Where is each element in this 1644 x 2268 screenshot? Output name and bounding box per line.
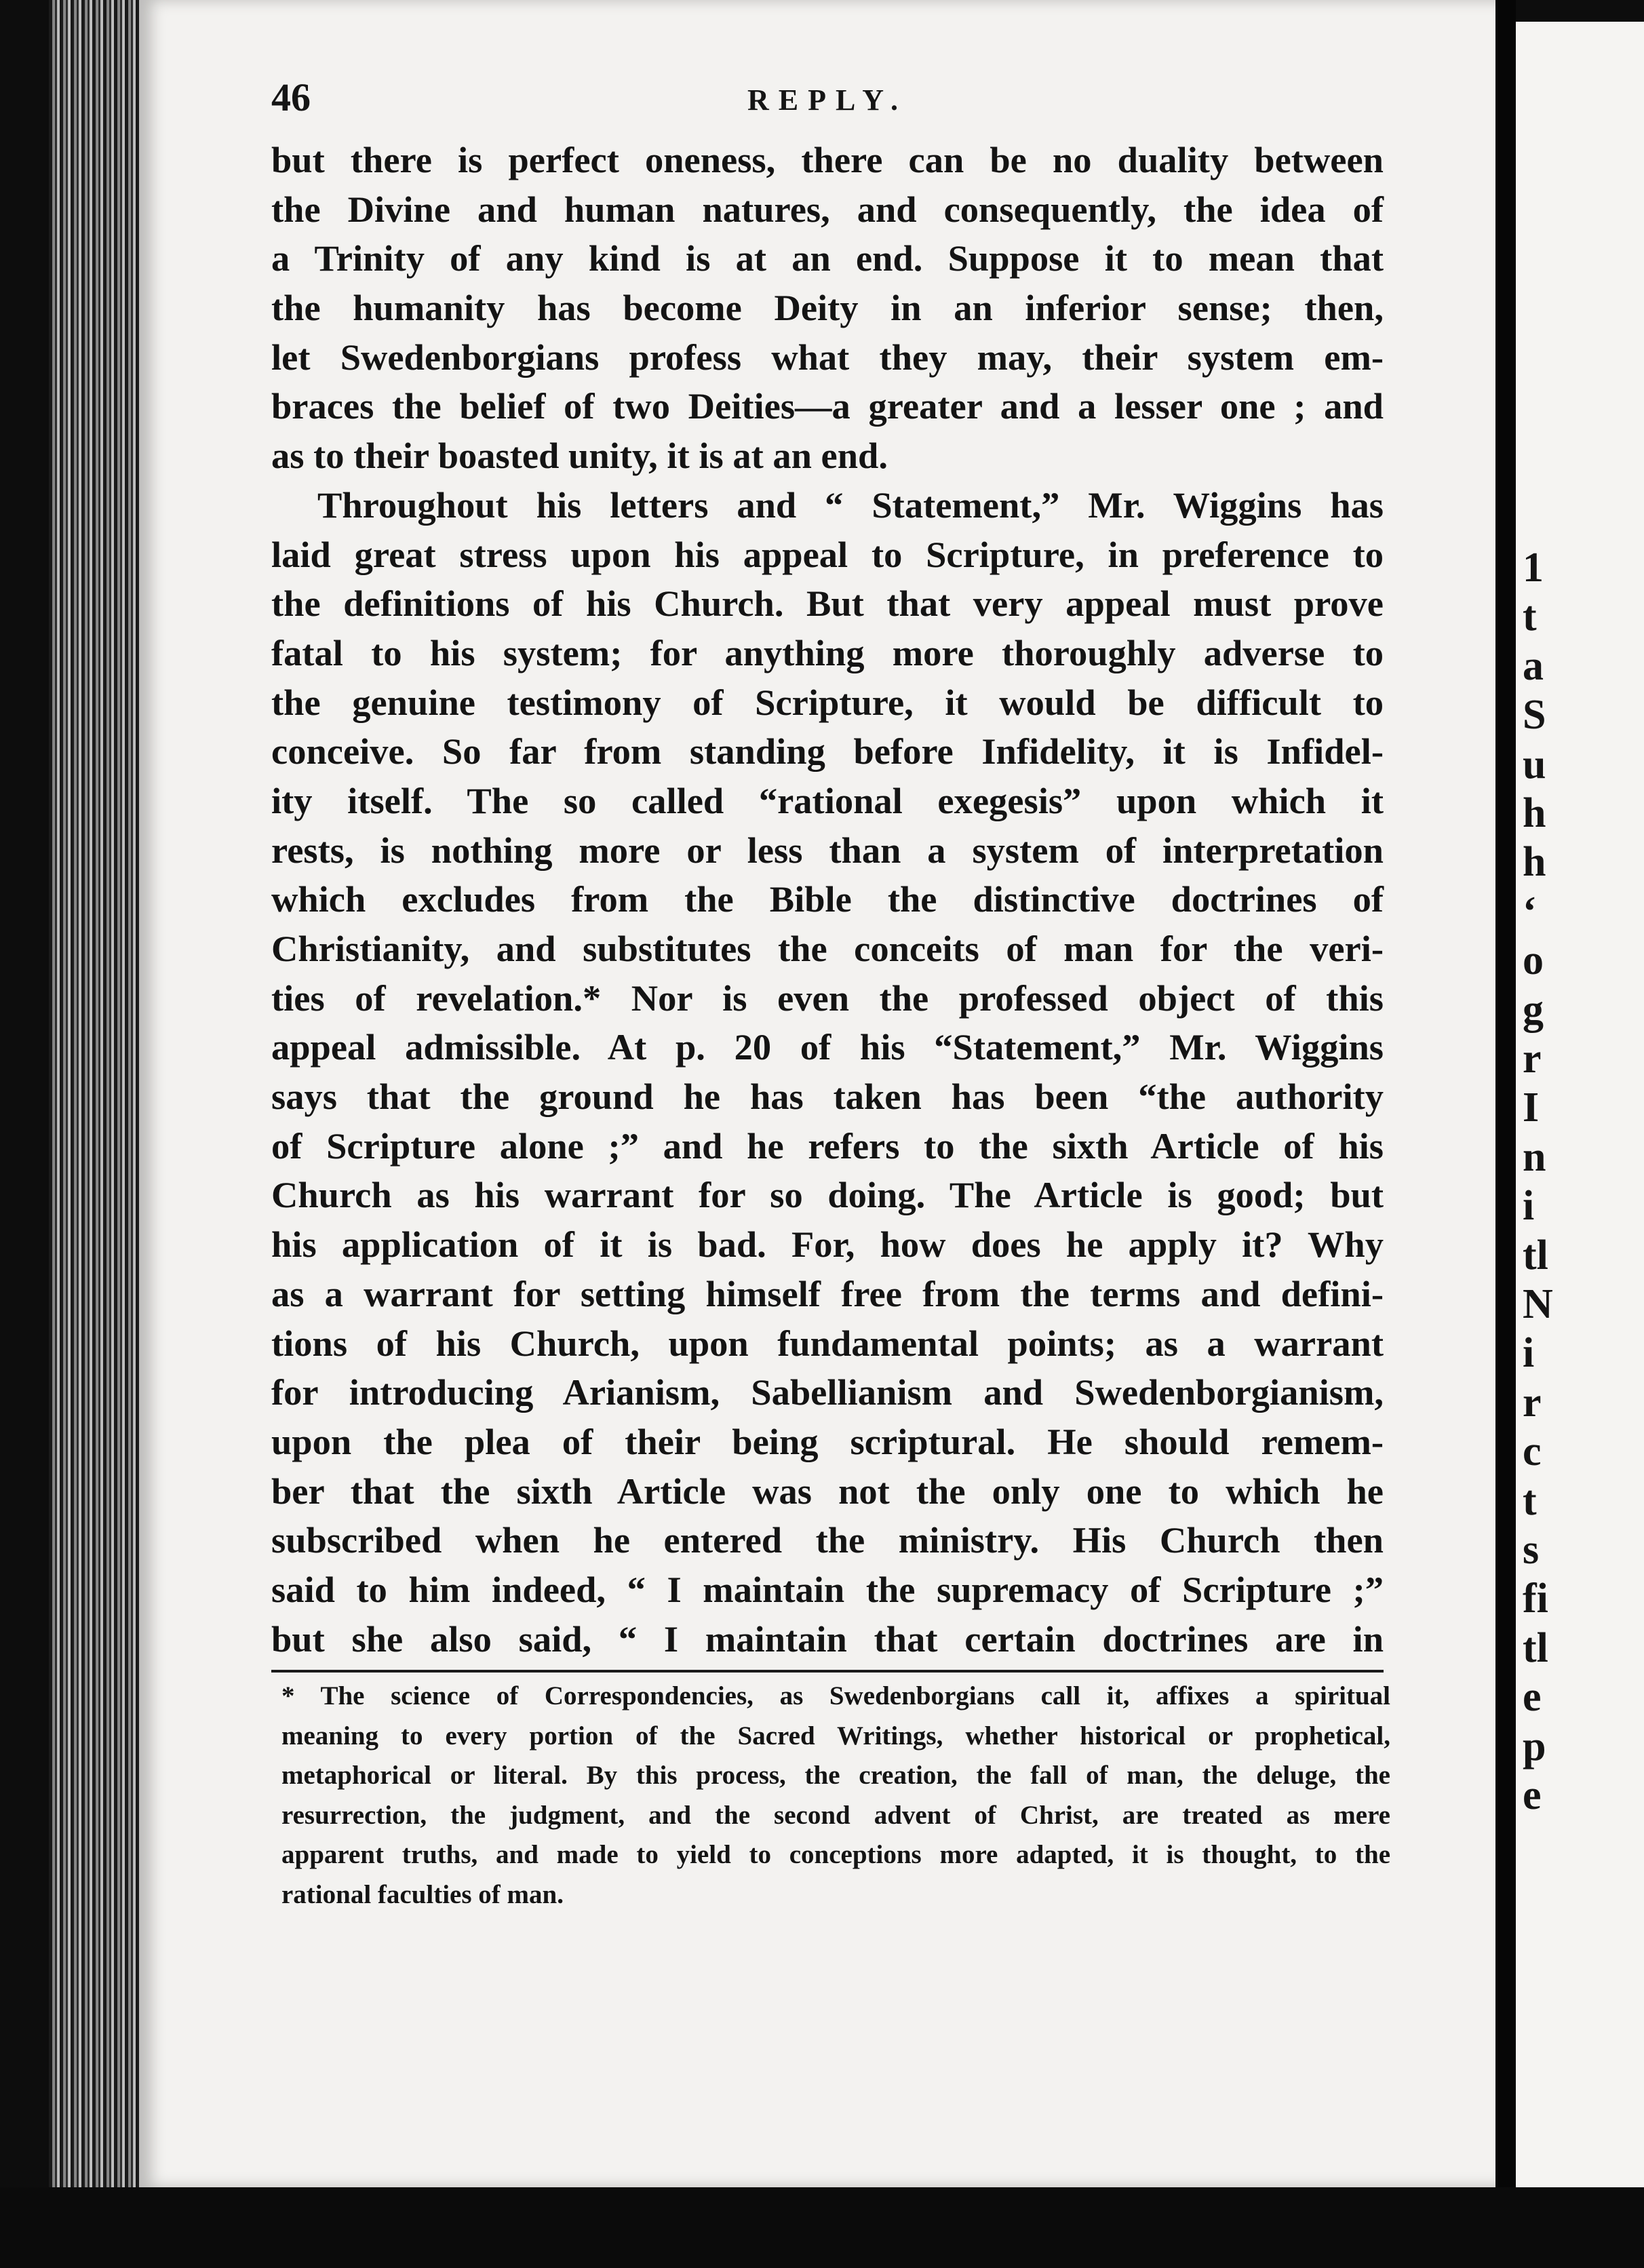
facing-page-fragment: u xyxy=(1523,741,1546,787)
running-head xyxy=(271,75,1384,129)
footnote-rule xyxy=(271,1670,1384,1673)
facing-page-fragment: a xyxy=(1523,642,1544,689)
body-line: Christianity, and substitutes the conceits of man for the veri- xyxy=(271,928,1384,969)
body-line: ber that the sixth Article was not the only one to which he xyxy=(271,1470,1384,1512)
facing-page-fragment: g xyxy=(1523,986,1544,1033)
body-line: the Divine and human natures, and consequently, the idea of xyxy=(271,188,1384,230)
scan-bottom-border xyxy=(0,2187,1644,2268)
page-edge-stack xyxy=(49,0,151,2187)
body-line: fatal to his system; for anything more thoroughly adverse to xyxy=(271,631,1384,673)
facing-page-fragment: N xyxy=(1523,1281,1553,1327)
body-line: upon the plea of their being scriptural. He should remem- xyxy=(271,1420,1384,1462)
facing-page-fragment: h xyxy=(1523,839,1546,886)
body-line: for introducing Arianism, Sabellianism and Swedenborgianism, xyxy=(271,1371,1384,1413)
body-text xyxy=(271,136,1384,1664)
facing-page-fragment: h xyxy=(1523,790,1546,836)
page-number: 46 xyxy=(271,75,311,119)
footnote-line: apparent truths, and made to yield to conceptions more adapted, it is thought, to the xyxy=(281,1840,1390,1869)
running-title: REPLY. xyxy=(747,83,908,117)
facing-page-fragment: r xyxy=(1523,1036,1542,1082)
body-line: the definitions of his Church. But that very appeal must prove xyxy=(271,583,1384,625)
body-line: as to their boasted unity, it is at an end. xyxy=(271,435,888,477)
facing-page-fragment: s xyxy=(1523,1527,1540,1573)
body-line: let Swedenborgians profess what they may, their system em- xyxy=(271,336,1384,378)
body-line: laid great stress upon his appeal to Scripture, in preference to xyxy=(271,533,1384,575)
footnote-line: rational faculties of man. xyxy=(281,1879,564,1909)
facing-page-fragment: e xyxy=(1523,1772,1542,1818)
body-line: rests, is nothing more or less than a system of interpretation xyxy=(271,829,1384,871)
body-line: ties of revelation.* Nor is even the professed object of this xyxy=(271,977,1384,1019)
facing-page-fragment: fi xyxy=(1523,1576,1548,1622)
body-line: which excludes from the Bible the distinctive doctrines of xyxy=(271,878,1384,920)
facing-page-fragment: t xyxy=(1523,1477,1537,1524)
facing-page-fragment: r xyxy=(1523,1379,1542,1426)
body-line: Church as his warrant for so doing. The Article is good; but xyxy=(271,1174,1384,1216)
facing-page-fragment: tl xyxy=(1523,1624,1548,1671)
facing-page-fragment: i xyxy=(1523,1183,1535,1230)
facing-page-fragment: S xyxy=(1523,692,1546,739)
body-line: but she also said, “ I maintain that certain doctrines are in xyxy=(271,1618,1384,1660)
footnote-line: resurrection, the judgment, and the second advent of Christ, are treated as mere xyxy=(281,1800,1390,1830)
facing-page-fragment: c xyxy=(1523,1428,1542,1475)
footnote-line: * The science of Correspondencies, as Swedenborgians call it, affixes a spiritual xyxy=(281,1681,1390,1710)
facing-page-fragment: t xyxy=(1523,593,1537,640)
facing-page-fragment: tl xyxy=(1523,1232,1548,1278)
body-line: said to him indeed, “ I maintain the supremacy of Scripture ;” xyxy=(271,1568,1384,1610)
body-line: Throughout his letters and “ Statement,” Mr. Wiggins has xyxy=(317,484,1384,526)
facing-page-fragment: p xyxy=(1523,1723,1546,1770)
footnote-line: meaning to every portion of the Sacred Writings, whether historical or prophetical, xyxy=(281,1721,1390,1751)
body-line: says that the ground he has taken has been “the authority xyxy=(271,1076,1384,1118)
body-line: appeal admissible. At p. 20 of his “Statement,” Mr. Wiggins xyxy=(271,1026,1384,1068)
facing-page-fragment: o xyxy=(1523,937,1544,984)
body-line: ity itself. The so called “rational exegesis” upon which it xyxy=(271,779,1384,821)
facing-page-fragment: I xyxy=(1523,1084,1540,1131)
facing-page-fragment: e xyxy=(1523,1674,1542,1721)
facing-page-edge xyxy=(1516,22,1644,2219)
body-line: of Scripture alone ;” and he refers to the sixth Article of his xyxy=(271,1125,1384,1167)
footnote xyxy=(281,1677,1390,1915)
facing-page-fragment: n xyxy=(1523,1133,1546,1180)
body-line: a Trinity of any kind is at an end. Suppose it to mean that xyxy=(271,237,1384,279)
body-line: braces the belief of two Deities—a greater and a lesser one ; and xyxy=(271,385,1384,427)
facing-page-fragment: i xyxy=(1523,1330,1535,1377)
body-line: tions of his Church, upon fundamental points; as a warrant xyxy=(271,1322,1384,1364)
book-gutter xyxy=(1495,0,1516,2211)
body-line: the genuine testimony of Scripture, it would be difficult to xyxy=(271,681,1384,723)
body-line: the humanity has become Deity in an inferior sense; then, xyxy=(271,287,1384,329)
body-line: but there is perfect oneness, there can be no duality between xyxy=(271,139,1384,180)
footnote-line: metaphorical or literal. By this process, the creation, the fall of man, the deluge, the xyxy=(281,1761,1390,1790)
body-line: as a warrant for setting himself free from the terms and defini- xyxy=(271,1272,1384,1314)
body-line: conceive. So far from standing before Infidelity, it is Infidel- xyxy=(271,730,1384,773)
body-line: subscribed when he entered the ministry. His Church then xyxy=(271,1519,1384,1561)
facing-page-fragment: ‘ xyxy=(1523,888,1537,935)
body-line: his application of it is bad. For, how does he apply it? Why xyxy=(271,1224,1384,1266)
facing-page-fragment: 1 xyxy=(1523,545,1544,591)
